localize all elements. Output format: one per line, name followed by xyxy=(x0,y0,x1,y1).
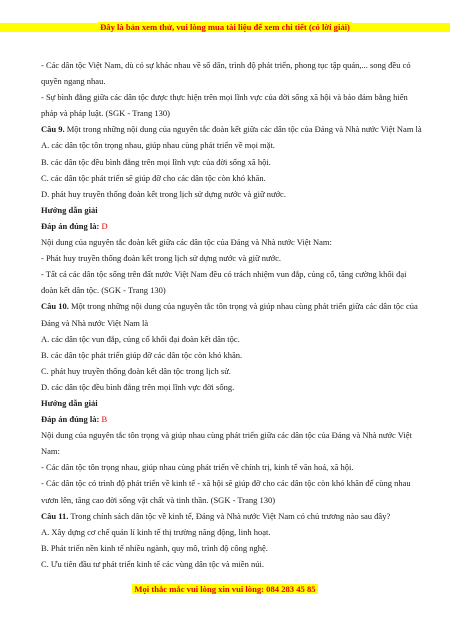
question-10-explanation-3: - Các dân tộc có trình độ phát triển về kinh tế - xã hội sẽ giúp đỡ cho các dân tộc còn khó khăn để cùng nhau vươn lên, tăng cao đời sống vật chất và tinh thần. (SGK - Trang 130) xyxy=(41,478,411,505)
intro-paragraph-2: - Sự bình đẳng giữa các dân tộc được thực hiện trên mọi lĩnh vực của đời sống xã hội và bảo đảm bằng hiến pháp và pháp luật. (SGK - Trang 130) xyxy=(41,92,408,119)
question-10-explanation-1: Nội dung của nguyên tắc tôn trọng và giúp nhau cùng phát triển giữa các dân tộc của Đảng và Nhà nước Việt Nam: xyxy=(41,430,412,457)
question-9-explanation-3: - Tất cả các dân tộc sống trên đất nước Việt Nam đều có trách nhiệm vun đắp, củng cố, tăng cường khối đại đoàn kết dân tộc. (SGK - Trang 130) xyxy=(41,269,407,296)
question-9-option-b: B. các dân tộc đều bình đẳng trên mọi lĩnh vực của đời sống xã hội. xyxy=(41,156,271,167)
question-11-option-a: A. Xây dựng cơ chế quản lí kinh tế thị trường năng động, linh hoạt. xyxy=(41,526,271,537)
question-10-option-a: A. các dân tộc vun đắp, củng cố khối đại đoàn kết dân tộc. xyxy=(41,333,240,344)
question-11-text: Trong chính sách dân tộc về kinh tế, Đảng và Nhà nước Việt Nam có chủ trương nào sau đây? xyxy=(68,510,391,521)
question-10-guide-title: Hướng dẫn giải xyxy=(41,397,98,408)
question-10-option-c: C. phát huy truyền thống đoàn kết dân tộc trong lịch sử. xyxy=(41,365,231,376)
question-9 xyxy=(41,121,425,137)
question-9-explanation-2: - Phát huy truyền thống đoàn kết trong lịch sử dựng nước và giữ nước. xyxy=(41,253,282,264)
question-11-label: Câu 11. xyxy=(41,510,69,521)
question-9-text: Một trong những nội dung của nguyên tắc đoàn kết giữa các dân tộc của Đảng và Nhà nước Việt Nam là xyxy=(64,124,422,135)
question-9-option-a: A. các dân tộc tôn trọng nhau, giúp nhau cùng phát triển về mọi mặt. xyxy=(41,140,275,151)
contact-banner-text: Mọi thắc mắc vui lòng xin vui lòng: 084 283 45 85 xyxy=(134,584,316,594)
question-11-option-b: B. Phát triển nền kinh tế nhiều ngành, quy mô, trình độ công nghệ. xyxy=(41,542,268,553)
question-10-label: Câu 10. xyxy=(41,301,69,312)
question-10-option-b: B. các dân tộc phát triển giúp đỡ các dân tộc còn khó khăn. xyxy=(41,349,243,360)
intro-paragraph-1: - Các dân tộc Việt Nam, dù có sự khác nhau về số dân, trình độ phát triển, phong tục tập quán,... song đều có quyền ngang nhau. xyxy=(41,60,411,87)
question-10-answer xyxy=(41,411,425,427)
question-9-option-d: D. phát huy truyền thống đoàn kết trong lịch sử dựng nước và giữ nước. xyxy=(41,188,286,199)
question-9-answer-label: Đáp án đúng là: xyxy=(41,220,102,231)
question-9-label: Câu 9. xyxy=(41,124,65,135)
question-9-guide-title: Hướng dẫn giải xyxy=(41,204,98,215)
question-11-option-c: C. Ưu tiên đầu tư phát triển kinh tế các vùng dân tộc và miền núi. xyxy=(41,558,264,569)
question-9-option-c: C. các dân tộc phát triển sẽ giúp đỡ cho các dân tộc còn khó khăn. xyxy=(41,172,266,183)
document-body xyxy=(41,57,425,572)
question-10-option-d: D. các dân tộc đều bình đẳng trên mọi lĩnh vực đời sống. xyxy=(41,381,235,392)
question-10-answer-letter: B xyxy=(101,414,108,425)
question-9-answer xyxy=(41,218,425,234)
question-10-answer-label: Đáp án đúng là: xyxy=(41,414,102,425)
question-10-text: Một trong những nội dung của nguyên tắc tôn trọng và giúp nhau cùng phát triển giữa các dân tộc của Đảng và Nhà nước Việt Nam là xyxy=(41,301,418,328)
preview-banner-text: Đây là bản xem thử, vui lòng mua tài liệu để xem chi tiết (có lời giải) xyxy=(100,22,350,32)
question-11 xyxy=(41,508,425,524)
question-9-answer-letter: D xyxy=(101,220,108,231)
question-10 xyxy=(41,298,425,330)
question-10-explanation-2: - Các dân tộc tôn trọng nhau, giúp nhau cùng phát triển về chính trị, kinh tế văn hoá, xã hội. xyxy=(41,462,354,473)
contact-banner xyxy=(0,583,450,595)
question-9-explanation-1: Nội dung của nguyên tắc đoàn kết giữa các dân tộc của Đảng và Nhà nước Việt Nam: xyxy=(41,237,332,248)
preview-banner xyxy=(0,20,450,34)
